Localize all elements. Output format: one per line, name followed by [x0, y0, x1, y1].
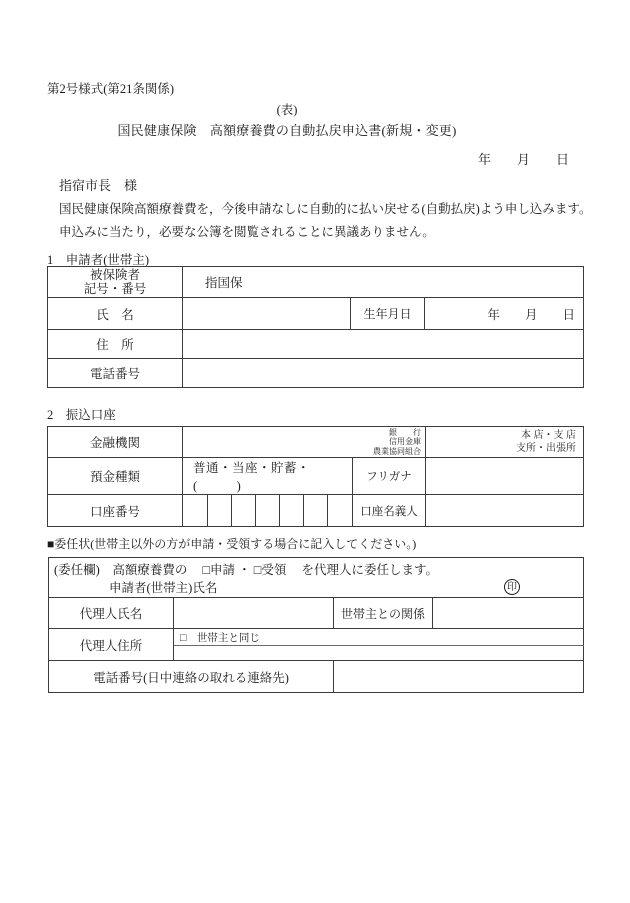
section2-heading: 2 振込口座 — [47, 408, 116, 422]
applicant-table — [47, 266, 584, 388]
delegation-prefix: (委任欄) 高額療養費の — [54, 563, 188, 577]
table-row — [48, 330, 584, 359]
delegation-table — [48, 557, 584, 693]
table-row — [49, 629, 584, 646]
insured-number-label — [48, 267, 183, 298]
phone-field-cell[interactable] — [183, 359, 584, 388]
delegation-line1 — [54, 561, 583, 579]
institution-label: 金融機関 — [48, 427, 183, 458]
account-holder-field-cell[interactable] — [426, 495, 584, 527]
contact-phone-field-cell[interactable] — [334, 661, 584, 693]
table-row — [49, 661, 584, 693]
date-line: 年 月 日 — [478, 152, 570, 167]
apply-checkbox[interactable]: □申請 — [202, 563, 236, 577]
bank-account-table — [47, 426, 584, 527]
table-row — [49, 598, 584, 629]
account-number-digit-cell[interactable] — [232, 495, 256, 527]
account-number-digit-cell[interactable] — [256, 495, 280, 527]
account-number-digit-cell[interactable] — [280, 495, 304, 527]
agent-name-label: 代理人氏名 — [49, 598, 174, 629]
branch-type-line2: 支所・出張所 — [516, 443, 576, 454]
table-row — [48, 495, 584, 527]
agent-address-label: 代理人住所 — [49, 629, 174, 661]
account-holder-label: 口座名義人 — [353, 495, 426, 527]
institution-type-bank: 銀 行 — [389, 427, 421, 437]
name-field-cell[interactable] — [183, 298, 351, 330]
addressee: 指宿市長 様 — [59, 178, 138, 193]
table-row — [48, 267, 584, 298]
relation-field-cell[interactable] — [433, 598, 584, 629]
furigana-field-cell[interactable] — [426, 458, 584, 495]
phone-label: 電話番号 — [48, 359, 183, 388]
agent-name-field-cell[interactable] — [174, 598, 334, 629]
same-as-head-checkbox[interactable] — [174, 629, 584, 646]
birth-date-label: 生年月日 — [351, 298, 425, 330]
institution-type-shinkin: 信用金庫 — [389, 437, 421, 447]
deposit-type-options-cell[interactable] — [183, 458, 353, 495]
institution-name-field-cell[interactable] — [183, 427, 426, 458]
insured-number-prefix: 指国保 — [205, 276, 243, 290]
delegation-suffix: を代理人に委任します。 — [301, 563, 438, 577]
page-title: 国民健康保険 高額療養費の自動払戻申込書(新規・変更) — [117, 123, 457, 138]
institution-type-nokyo: 農業協同組合 — [373, 446, 421, 456]
section3-heading: ■委任状(世帯主以外の方が申請・受領する場合に記入してください。) — [47, 537, 417, 551]
applicant-name-label: 申請者(世帯主)氏名 — [109, 581, 218, 595]
receive-checkbox[interactable]: □受領 — [253, 563, 287, 577]
account-number-digit-cell[interactable] — [183, 495, 208, 527]
agent-address-field-cell[interactable] — [174, 646, 584, 661]
body-text — [59, 198, 591, 244]
table-row — [48, 458, 584, 495]
insured-label-line1: 被保険者 — [89, 268, 140, 282]
account-number-digit-cell[interactable] — [304, 495, 328, 527]
birth-date-field-cell[interactable] — [425, 298, 584, 330]
deposit-type-label: 預金種類 — [48, 458, 183, 495]
table-row — [48, 427, 584, 458]
account-number-digit-cell[interactable] — [328, 495, 353, 527]
side-label: (表) — [276, 103, 298, 117]
body-line-1: 国民健康保険高額療養費を，今後申請なしに自動的に払い戻せる(自動払戻)よう申し込みます。 — [59, 202, 592, 216]
branch-field-cell[interactable] — [426, 427, 584, 458]
deposit-type-options: 普通・当座・貯蓄・( ) — [193, 461, 311, 493]
account-number-label: 口座番号 — [48, 495, 183, 527]
section1-heading: 1 申請者(世帯主) — [47, 253, 150, 267]
relation-label: 世帯主との関係 — [334, 598, 433, 629]
delegation-statement-cell — [49, 558, 584, 598]
birth-date-units: 年 月 日 — [487, 307, 575, 322]
branch-type-line1: 本 店・支 店 — [521, 429, 576, 441]
address-field-cell[interactable] — [183, 330, 584, 359]
insured-number-field-cell[interactable] — [183, 267, 584, 298]
table-row — [48, 298, 584, 330]
body-line-2: 申込みに当たり，必要な公簿を閲覧されることに異議ありません。 — [59, 225, 435, 239]
form-number: 第2号様式(第21条関係) — [47, 82, 175, 96]
furigana-label: フリガナ — [353, 458, 426, 495]
same-as-head-label: □ 世帯主と同じ — [180, 632, 260, 644]
checkbox-separator: ・ — [238, 563, 251, 577]
table-row — [48, 359, 584, 388]
contact-phone-label: 電話番号(日中連絡の取れる連絡先) — [49, 661, 334, 693]
table-row — [49, 558, 584, 598]
insured-label-line2: 記号・番号 — [83, 282, 147, 296]
account-number-digit-cell[interactable] — [208, 495, 232, 527]
address-label: 住 所 — [48, 330, 183, 359]
seal-icon: 印 — [504, 579, 520, 595]
name-label: 氏 名 — [48, 298, 183, 330]
